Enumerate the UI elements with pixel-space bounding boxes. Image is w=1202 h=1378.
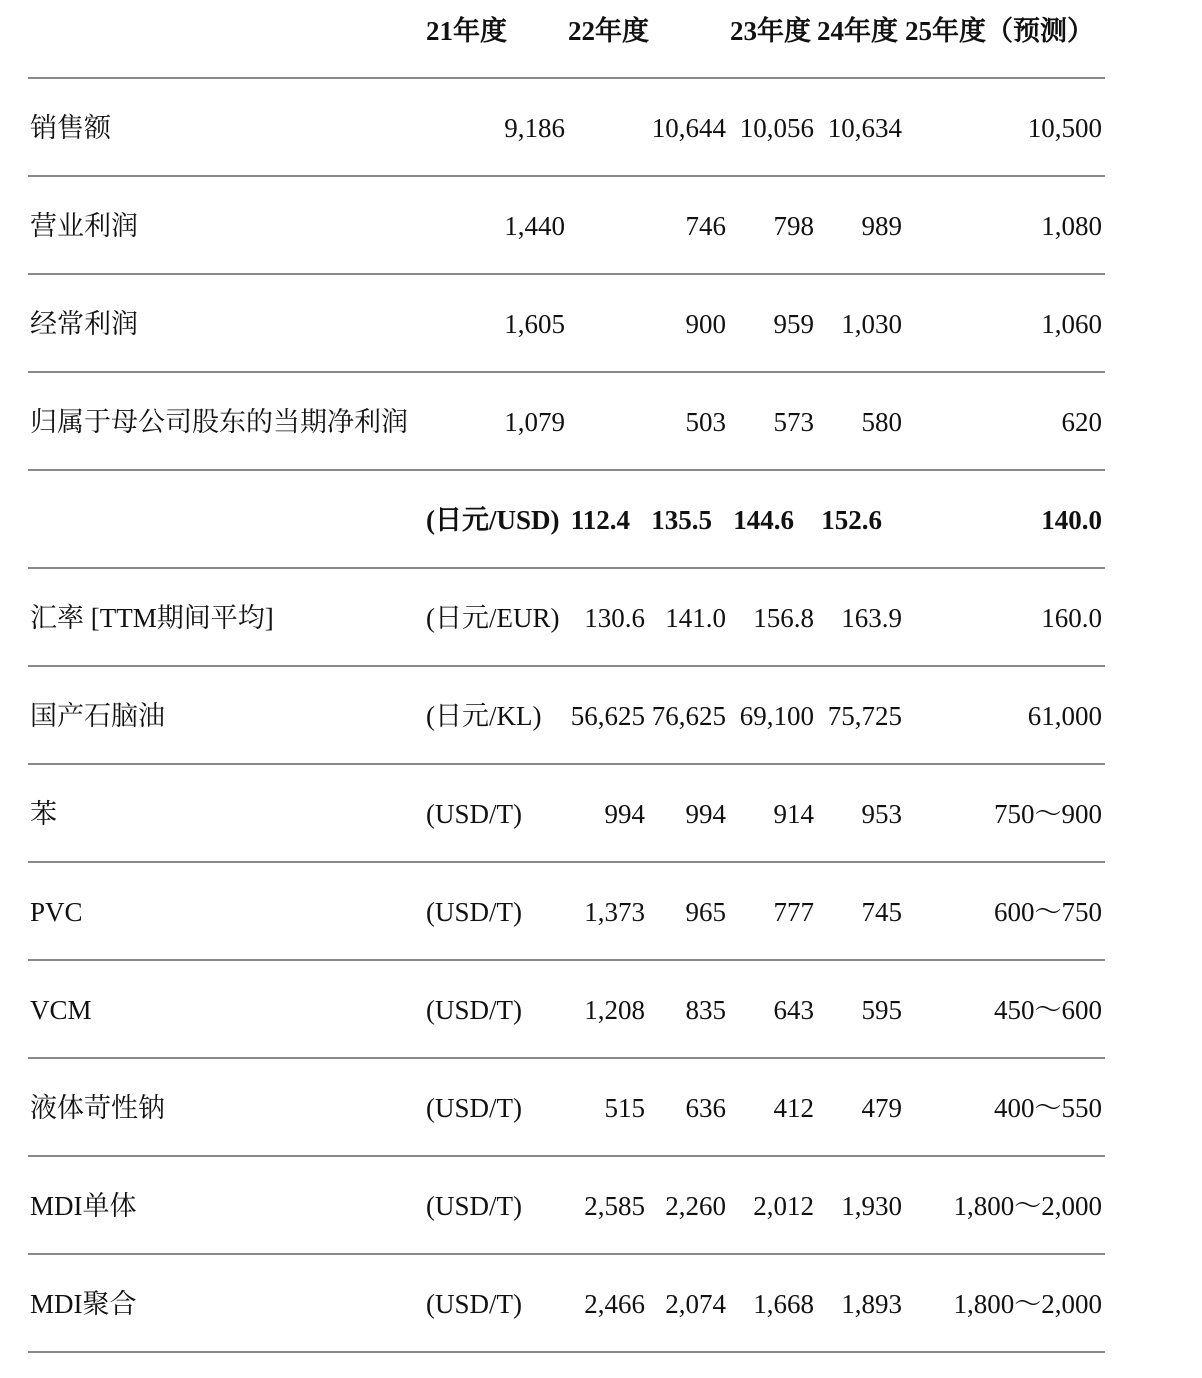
table-row-fx-usd: [0, 471, 1202, 568]
value-fy21: 994: [604, 799, 645, 829]
header-fy23: 23年度: [730, 16, 811, 46]
row-label: 销售额: [30, 113, 111, 143]
value-fy25: 750～900: [994, 799, 1102, 829]
value-fy21: 1,605: [504, 309, 565, 339]
value-fy24: 163.9: [841, 603, 902, 633]
value-fy24: 75,725: [827, 701, 902, 731]
value-fy22: 835: [685, 995, 726, 1025]
value-fy23: 643: [773, 995, 814, 1025]
value-fy22: 900: [685, 309, 726, 339]
value-fy22: 2,260: [665, 1191, 726, 1221]
row-label: 归属于母公司股东的当期净利润: [30, 407, 408, 437]
row-unit: (USD/T): [426, 995, 522, 1025]
value-fy24: 479: [861, 1093, 902, 1123]
value-fy23: 573: [773, 407, 814, 437]
row-label: 液体苛性钠: [30, 1093, 165, 1123]
row-label: 经常利润: [30, 309, 138, 339]
value-fy25: 1,080: [1041, 211, 1102, 241]
value-fy22: 10,644: [651, 113, 726, 143]
value-fy21: 2,466: [584, 1289, 645, 1319]
value-fy24: 595: [861, 995, 902, 1025]
table-row-sales: [0, 79, 1202, 176]
value-fy21: 1,208: [584, 995, 645, 1025]
table-row-benzene: [0, 765, 1202, 862]
header-fy22: 22年度: [568, 16, 649, 46]
value-fy22: 994: [685, 799, 726, 829]
value-fy22: 503: [685, 407, 726, 437]
value-fy23: 2,012: [753, 1191, 814, 1221]
value-fy21: 1,373: [584, 897, 645, 927]
value-fy21: 515: [604, 1093, 645, 1123]
value-fy22: 636: [685, 1093, 726, 1123]
value-fy24: 580: [861, 407, 902, 437]
value-fy25: 600～750: [994, 897, 1102, 927]
value-fy23: 914: [773, 799, 814, 829]
row-label: 营业利润: [30, 211, 138, 241]
value-fy21: 112.4: [570, 505, 630, 535]
value-fy21: 56,625: [570, 701, 645, 731]
value-fy25: 620: [1061, 407, 1102, 437]
row-unit: (USD/T): [426, 1093, 522, 1123]
value-fy21: 9,186: [504, 113, 565, 143]
value-fy23: 156.8: [753, 603, 814, 633]
value-fy23: 798: [773, 211, 814, 241]
value-fy23: 777: [773, 897, 814, 927]
table-header: [0, 0, 1202, 78]
value-fy25: 160.0: [1041, 603, 1102, 633]
row-label: 苯: [30, 799, 57, 829]
row-label: VCM: [30, 995, 92, 1025]
table-row-naphtha: [0, 667, 1202, 764]
table-row-operating-profit: [0, 177, 1202, 274]
value-fy22: 2,074: [665, 1289, 726, 1319]
value-fy22: 141.0: [665, 603, 726, 633]
value-fy23: 10,056: [739, 113, 814, 143]
header-fy25-forecast: 25年度（预测）: [905, 16, 1094, 46]
value-fy25: 1,800～2,000: [953, 1191, 1102, 1221]
row-label: MDI单体: [30, 1191, 137, 1221]
value-fy23: 69,100: [739, 701, 814, 731]
value-fy25: 61,000: [1027, 701, 1102, 731]
value-fy21: 2,585: [584, 1191, 645, 1221]
value-fy24: 989: [861, 211, 902, 241]
row-unit: (USD/T): [426, 897, 522, 927]
table-row-mdi-monomeric: [0, 1157, 1202, 1254]
table-row-caustic-soda: [0, 1059, 1202, 1156]
row-label: PVC: [30, 897, 83, 927]
value-fy24: 953: [861, 799, 902, 829]
row-label: MDI聚合: [30, 1289, 137, 1319]
header-fy24: 24年度: [817, 16, 898, 46]
value-fy23: 412: [773, 1093, 814, 1123]
value-fy24: 1,030: [841, 309, 902, 339]
value-fy25: 400～550: [994, 1093, 1102, 1123]
row-unit: (日元/KL): [426, 701, 542, 731]
value-fy22: 76,625: [651, 701, 726, 731]
value-fy25: 450～600: [994, 995, 1102, 1025]
row-unit: (日元/USD): [426, 505, 560, 535]
value-fy24: 1,930: [841, 1191, 902, 1221]
value-fy22: 965: [685, 897, 726, 927]
value-fy23: 1,668: [753, 1289, 814, 1319]
row-unit: (USD/T): [426, 1191, 522, 1221]
value-fy25: 1,060: [1041, 309, 1102, 339]
table-row-pvc: [0, 863, 1202, 960]
table-row-net-profit: [0, 373, 1202, 470]
table-row-mdi-polymeric: [0, 1255, 1202, 1352]
row-divider: [28, 1351, 1105, 1353]
value-fy23: 959: [773, 309, 814, 339]
value-fy21: 1,440: [504, 211, 565, 241]
value-fy21: 1,079: [504, 407, 565, 437]
value-fy23: 144.6: [733, 505, 794, 535]
table-row-vcm: [0, 961, 1202, 1058]
table-row-fx-eur: [0, 569, 1202, 666]
value-fy25: 140.0: [1041, 505, 1102, 535]
table-row-ordinary-profit: [0, 275, 1202, 372]
value-fy21: 130.6: [584, 603, 645, 633]
value-fy25: 10,500: [1027, 113, 1102, 143]
value-fy24: 10,634: [827, 113, 902, 143]
row-unit: (日元/EUR): [426, 603, 560, 633]
value-fy25: 1,800～2,000: [953, 1289, 1102, 1319]
value-fy24: 745: [861, 897, 902, 927]
header-fy21: 21年度: [426, 16, 507, 46]
row-label: 汇率 [TTM期间平均]: [30, 603, 274, 633]
value-fy22: 135.5: [651, 505, 712, 535]
row-unit: (USD/T): [426, 799, 522, 829]
value-fy24: 1,893: [841, 1289, 902, 1319]
value-fy24: 152.6: [821, 505, 882, 535]
value-fy22: 746: [685, 211, 726, 241]
row-unit: (USD/T): [426, 1289, 522, 1319]
row-label: 国产石脑油: [30, 701, 165, 731]
